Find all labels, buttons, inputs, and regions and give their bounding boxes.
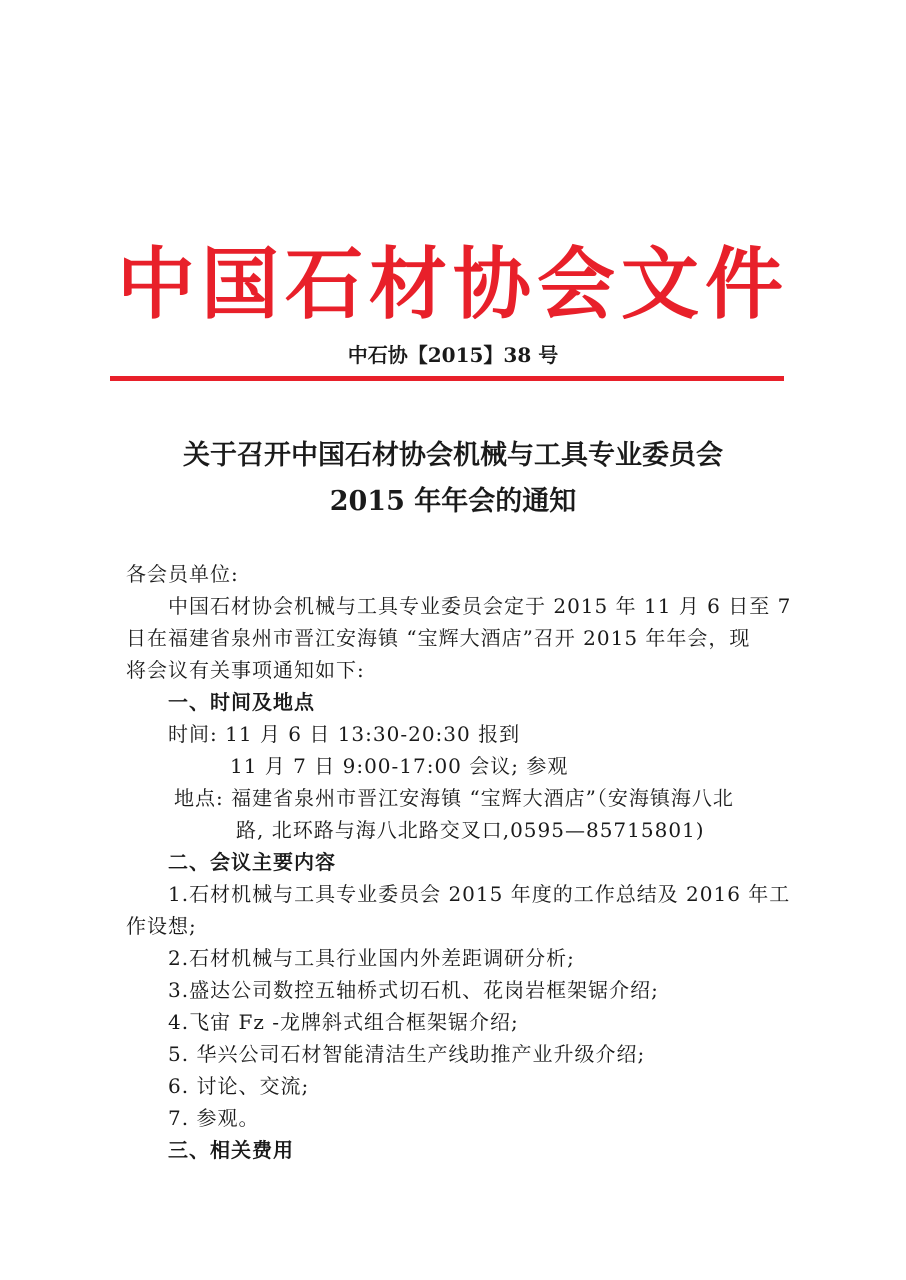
masthead-title: 中国石材协会文件	[116, 240, 789, 330]
content-item-5: 5. 华兴公司石材智能清洁生产线助推产业升级介绍;	[168, 1042, 646, 1066]
time-line-2: 11 月 7 日 9:00-17:00 会议; 参观	[230, 754, 569, 778]
place-line-1: 地点: 福建省泉州市晋江安海镇 “宝辉大酒店”（安海镇海八北	[174, 786, 734, 810]
notice-title-line1: 关于召开中国石材协会机械与工具专业委员会	[183, 440, 723, 471]
salutation: 各会员单位:	[126, 562, 239, 586]
place-line-2: 路, 北环路与海八北路交叉口,0595—85715801)	[236, 818, 705, 842]
section2-heading: 二、会议主要内容	[168, 850, 336, 874]
content-item-6: 6. 讨论、交流;	[168, 1074, 310, 1098]
intro-line-2: 日在福建省泉州市晋江安海镇 “宝辉大酒店”召开 2015 年年会，现	[126, 626, 751, 650]
content-item-7: 7. 参观。	[168, 1106, 260, 1130]
content-item-4: 4.飞宙 Fz -龙牌斜式组合框架锯介绍;	[168, 1010, 519, 1034]
content-item-3: 3.盛达公司数控五轴桥式切石机、花岗岩框架锯介绍;	[168, 978, 659, 1002]
content-item-2: 2.石材机械与工具行业国内外差距调研分析;	[168, 946, 575, 970]
content-item-1-line2: 作设想;	[126, 914, 197, 938]
document-number: 中石协【2015】38 号	[347, 343, 559, 367]
section3-heading: 三、相关费用	[168, 1138, 294, 1162]
section1-heading: 一、时间及地点	[168, 690, 315, 714]
notice-title-line2: 2015 年年会的通知	[329, 486, 577, 517]
intro-line-1: 中国石材协会机械与工具专业委员会定于 2015 年 11 月 6 日至 7	[168, 594, 792, 618]
content-item-1-line1: 1.石材机械与工具专业委员会 2015 年度的工作总结及 2016 年工	[168, 882, 791, 906]
red-divider-line	[110, 376, 784, 381]
intro-line-3: 将会议有关事项通知如下:	[126, 658, 365, 682]
time-line-1: 时间: 11 月 6 日 13:30-20:30 报到	[168, 722, 521, 746]
